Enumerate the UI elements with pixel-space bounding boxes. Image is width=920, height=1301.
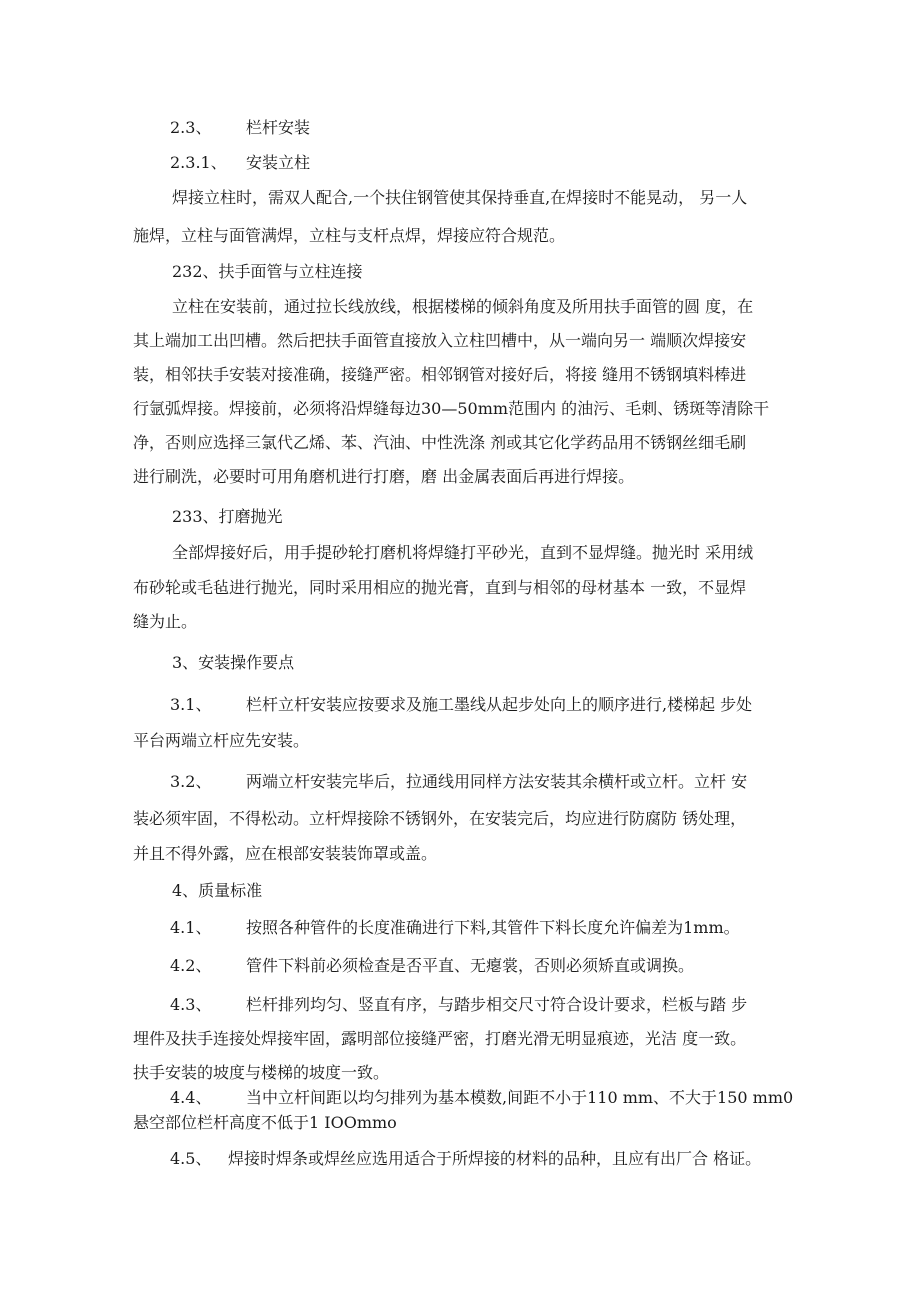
paragraph-line: 施焊，立柱与面管满焊，立柱与支杆点焊，焊接应符合规范。 bbox=[133, 226, 566, 245]
item-4-4: 4.4、 当中立杆间距以均匀排列为基本模数,间距不小于110 mm、不大于150 mm0 bbox=[170, 1088, 794, 1107]
heading-4: 4、质量标准 bbox=[172, 881, 263, 900]
heading-232: 232、扶手面管与立柱连接 bbox=[172, 262, 363, 281]
heading-2-3-1: 2.3.1、 安装立柱 bbox=[170, 153, 311, 172]
paragraph-line: 全部焊接好后，用手提砂轮打磨机将焊缝打平砂光，直到不显焊缝。抛光时 采用绒 bbox=[172, 543, 754, 562]
item-4-2: 4.2、 管件下料前必须检查是否平直、无瘪裳，否则必须矫直或调换。 bbox=[170, 956, 695, 975]
item-4-5: 4.5、 焊接时焊条或焊丝应选用适合于所焊接的材料的品种，且应有出厂合 格证。 bbox=[170, 1149, 762, 1168]
paragraph-line: 净，否则应选择三氯代乙烯、苯、汽油、中性洗涤 剂或其它化学药品用不锈钢丝细毛刷 bbox=[133, 433, 747, 452]
item-4-3: 4.3、 栏杆排列均匀、竖直有序，与踏步相交尺寸符合设计要求，栏板与踏 步 bbox=[170, 995, 748, 1014]
paragraph-line: 装，相邻扶手安装对接准确，接缝严密。相邻钢管对接好后，将接 缝用不锈钢填料棒进 bbox=[133, 365, 747, 384]
paragraph-line: 立柱在安装前，通过拉长线放线，根据楼梯的倾斜角度及所用扶手面管的圆 度，在 bbox=[172, 297, 754, 316]
paragraph-line: 扶手安装的坡度与楼梯的坡度一致。 bbox=[133, 1063, 390, 1082]
paragraph-line: 布砂轮或毛毡进行抛光，同时采用相应的抛光膏，直到与相邻的母材基本 一致，不显焊 bbox=[133, 578, 747, 597]
paragraph-line: 并且不得外露，应在根部安装装饰罩或盖。 bbox=[133, 844, 438, 863]
item-3-2: 3.2、 两端立杆安装完毕后，拉通线用同样方法安装其余横杆或立杆。立杆 安 bbox=[170, 772, 748, 791]
item-4-1: 4.1、 按照各种管件的长度准确进行下料,其管件下料长度允许偏差为1mm。 bbox=[170, 918, 740, 937]
item-3-1: 3.1、 栏杆立杆安装应按要求及施工墨线从起步处向上的顺序进行,楼梯起 步处 bbox=[170, 695, 753, 714]
paragraph-line: 平台两端立杆应先安装。 bbox=[133, 731, 310, 750]
heading-3: 3、安装操作要点 bbox=[172, 653, 295, 672]
paragraph-line: 埋件及扶手连接处焊接牢固，露明部位接缝严密，打磨光滑无明显痕迹，光洁 度一致。 bbox=[133, 1029, 747, 1048]
paragraph-line: 其上端加工出凹槽。然后把扶手面管直接放入立柱凹槽中，从一端向另一 端顺次焊接安 bbox=[133, 331, 747, 350]
paragraph-line: 悬空部位栏杆高度不低于1 IOOmmo bbox=[133, 1113, 397, 1132]
paragraph-line: 装必须牢固，不得松动。立杆焊接除不锈钢外，在安装完后，均应进行防腐防 锈处理， bbox=[133, 809, 747, 828]
heading-233: 233、打磨抛光 bbox=[172, 507, 283, 526]
paragraph-line: 行氩弧焊接。焊接前，必须将沿焊缝每边30—50mm范围内 的油污、毛刺、锈斑等清除干 bbox=[133, 399, 770, 418]
paragraph-line: 缝为止。 bbox=[133, 612, 198, 631]
heading-2-3: 2.3、 栏杆安装 bbox=[170, 118, 311, 137]
paragraph-line: 进行刷洗，必要时可用角磨机进行打磨，磨 出金属表面后再进行焊接。 bbox=[133, 467, 635, 486]
paragraph-line: 焊接立柱时，需双人配合,一个扶住钢管使其保持垂直,在焊接时不能晃动， 另一人 bbox=[172, 188, 748, 207]
